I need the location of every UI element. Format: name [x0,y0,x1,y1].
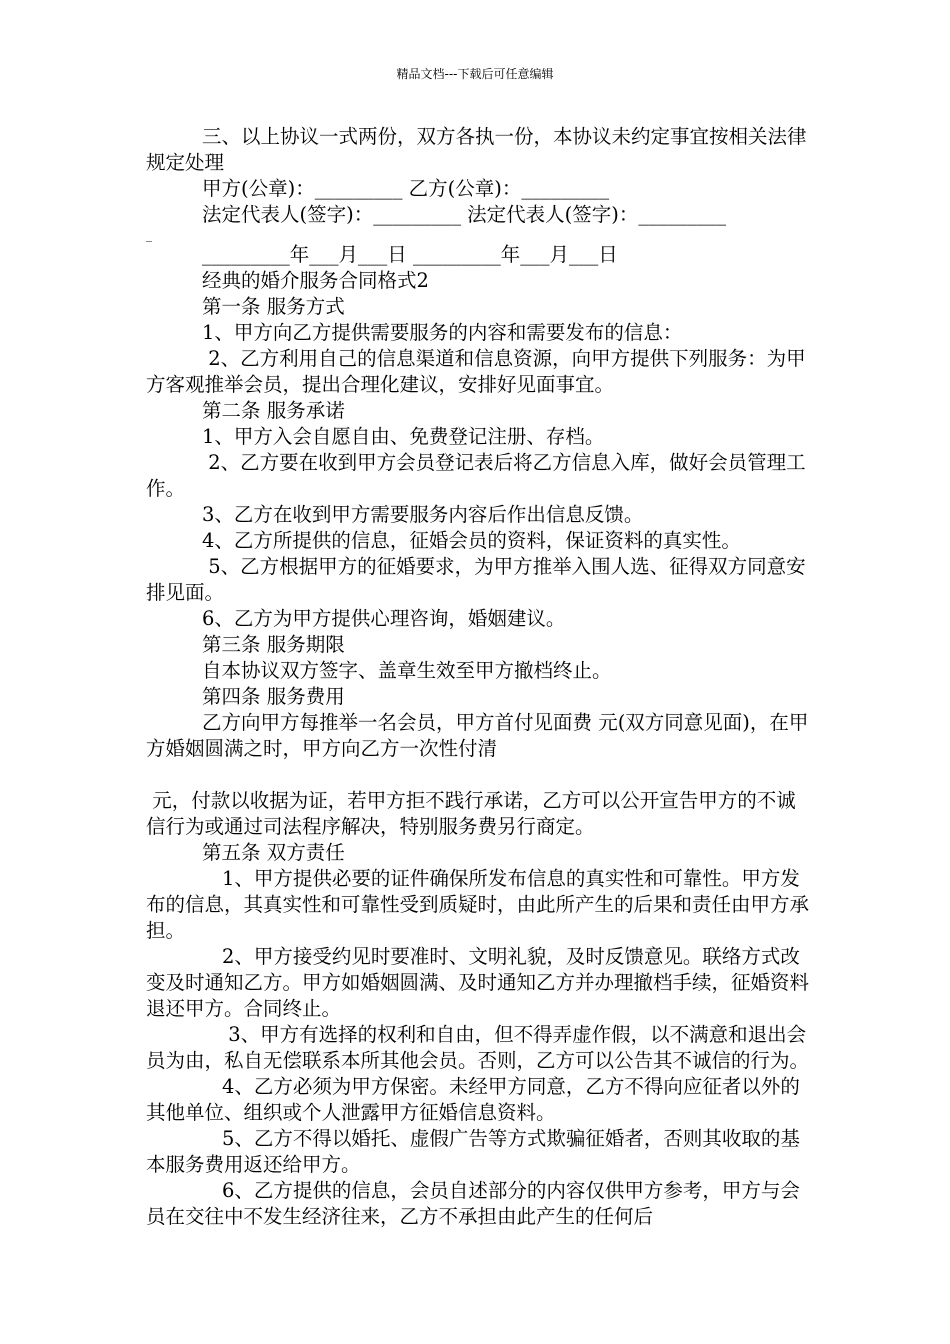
page-header: 精品文档---下载后可任意编辑 [396,67,554,81]
paragraph: 第五条 双方责任 [202,841,345,864]
paragraph: 2、乙方利用自己的信息渠道和信息资源，向甲方提供下列服务：为甲方客观推举会员，提出合理化建议，安排好见面事宜。 [146,347,806,396]
paragraph: 6、乙方为甲方提供心理咨询，婚姻建议。 [202,607,566,630]
paragraph: 1、甲方提供必要的证件确保所发布信息的真实性和可靠性。甲方发布的信息，其真实性和可靠性受到质疑时，由此所产生的后果和责任由甲方承担。 [146,867,810,942]
document-body [146,124,810,1230]
paragraph: 元，付款以收据为证，若甲方拒不践行承诺，乙方可以公开宣告甲方的不诚信行为或通过司法程序解决，特别服务费另行商定。 [146,789,796,838]
paragraph: 第三条 服务期限 [202,633,345,656]
paragraph: 4、乙方所提供的信息，征婚会员的资料，保证资料的真实性。 [202,529,741,552]
paragraph: 第一条 服务方式 [202,295,345,318]
paragraph: 三、以上协议一式两份，双方各执一份，本协议未约定事宜按相关法律规定处理 [146,125,807,174]
paragraph: 第二条 服务承诺 [202,399,345,422]
paragraph: _________年___月___日 _________年___月___日 [202,243,618,266]
paragraph: 第四条 服务费用 [202,685,345,708]
paragraph: 3、乙方在收到甲方需要服务内容后作出信息反馈。 [202,503,644,526]
paragraph: _ [146,228,152,242]
paragraph: 6、乙方提供的信息，会员自述部分的内容仅供甲方参考，甲方与会员在交往中不发生经济往来，乙方不承担由此产生的任何后 [146,1179,800,1228]
paragraph: 1、甲方入会自愿自由、免费登记注册、存档。 [202,425,605,448]
paragraph: 甲方(公章)：_________ 乙方(公章)：_________ [202,177,610,200]
paragraph: 自本协议双方签字、盖章生效至甲方撤档终止。 [202,659,612,682]
paragraph: 2、甲方接受约见时要准时、文明礼貌，及时反馈意见。联络方式改变及时通知乙方。甲方如婚姻圆满、及时通知乙方并办理撤档手续，征婚资料退还甲方。合同终止。 [146,945,810,1020]
paragraph: 3、甲方有选择的权利和自由，但不得弄虚作假，以不满意和退出会员为由，私自无偿联系本所其他会员。否则，乙方可以公告其不诚信的行为。 [146,1023,810,1072]
paragraph: 经典的婚介服务合同格式2 [202,269,429,292]
paragraph: 1、甲方向乙方提供需要服务的内容和需要发布的信息： [202,321,683,344]
paragraph: 2、乙方要在收到甲方会员登记表后将乙方信息入库，做好会员管理工作。 [146,451,806,500]
paragraph: 乙方向甲方每推举一名会员，甲方首付见面费 元(双方同意见面)，在甲方婚姻圆满之时，甲方向乙方一次性付清 [146,711,809,760]
paragraph: 5、乙方根据甲方的征婚要求，为甲方推举入围人选、征得双方同意安排见面。 [146,555,806,604]
paragraph: 法定代表人(签字)：_________ 法定代表人(签字)：_________ [202,203,727,226]
paragraph: 5、乙方不得以婚托、虚假广告等方式欺骗征婚者，否则其收取的基本服务费用返还给甲方。 [146,1127,800,1176]
paragraph: 4、乙方必须为甲方保密。未经甲方同意，乙方不得向应征者以外的其他单位、组织或个人泄露甲方征婚信息资料。 [146,1075,800,1124]
page-gap [146,762,810,788]
